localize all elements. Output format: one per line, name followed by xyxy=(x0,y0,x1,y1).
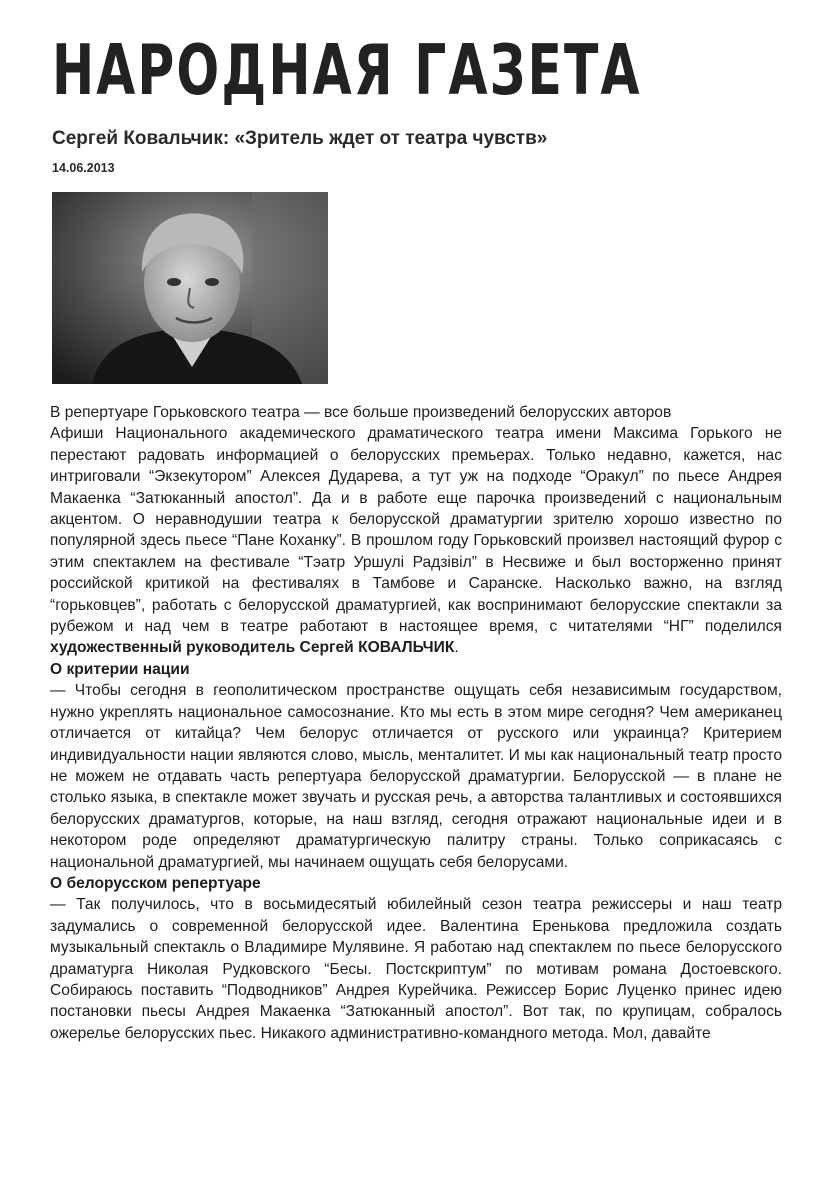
article-headline: Сергей Ковальчик: «Зритель ждет от театра чувств» xyxy=(52,128,548,149)
intro-bold-text: художественный руководитель Сергей КОВАЛЬЧИК xyxy=(50,639,455,657)
article-date: 14.06.2013 xyxy=(52,161,115,175)
article-intro xyxy=(50,423,782,658)
article-lead: В репертуаре Горьковского театра — все больше произведений белорусских авторов xyxy=(50,404,672,421)
portrait-photo xyxy=(52,192,328,384)
section-text-criteria: — Чтобы сегодня в геополитическом пространстве ощущать себя независимым государством, нужно укреплять национальное самосознание. Кто мы есть в этом мире сегодня? Чем американец отличается от китайца? Чем белорус отличается от русского или украинца? Критерием индивидуальности нации являются слово, мысль, менталитет. И мы как национальный театр просто не можем не отдавать часть репертуара белорусской драматургии. Белорусской — в плане не столько языка, в спектакле может звучать и русская речь, а авторства талантливых и состоявшихся белорусских драматургов, которые, на наш взгляд, сегодня отражают национальные идеи и в некотором роде определяют драматургическую палитру страны. Только соприкасаясь с национальной драматургией, мы начинаем ощущать себя белорусами. xyxy=(50,682,782,871)
portrait-photo-icon xyxy=(52,192,328,384)
article-body xyxy=(50,402,782,1044)
intro-end: . xyxy=(454,639,459,657)
newspaper-masthead: НАРОДНАЯ ГАЗЕТА xyxy=(52,30,642,112)
section-title-repertoire: О белорусском репертуаре xyxy=(50,874,261,892)
section-text-repertoire: — Так получилось, что в восьмидесятый юбилейный сезон театра режиссеры и наш театр задумались о современной белорусской идее. Валентина Еренькова предложила создать музыкальный спектакль о Владимире Мулявине. Я работаю над спектаклем по пьесе белорусского драматурга Николая Рудковского “Бесы. Постскриптум” по мотивам романа Достоевского. Собираюсь поставить “Подводников” Андрея Курейчика. Режиссер Борис Луценко принес идею постановки пьесы Андрея Макаенка “Затюканный апостол”. Вот так, по крупицам, собралось ожерелье белорусских пьес. Никакого административно-командного метода. Мол, давайте xyxy=(50,896,782,1042)
intro-text: Афиши Национального академического драматического театра имени Максима Горького не перестают радовать информацией о белорусских премьерах. Только недавно, кажется, нас интриговали “Экзекутором” Алексея Дударева, а тут уж на подходе “Оракул” по пьесе Андрея Макаенка “Затюканный апостол”. Да и в работе еще парочка произведений с национальным акцентом. О неравнодушии театра к белорусской драматургии зрителю хорошо известно по популярной здесь пьесе “Пане Коханку”. В прошлом году Горьковский произвел настоящий фурор с этим спектаклем на фестивале “Тэатр Уршулі Радзівіл” в Несвиже и был восторженно принят российской критикой на фестивалях в Тамбове и Саранске. Насколько важно, на взгляд “горьковцев”, работать с белорусской драматургией, как воспринимают белорусские спектакли за рубежом и над чем в театре работают в настоящее время, с читателями “НГ” поделился xyxy=(50,425,782,636)
section-title-criteria: О критерии нации xyxy=(50,660,190,678)
